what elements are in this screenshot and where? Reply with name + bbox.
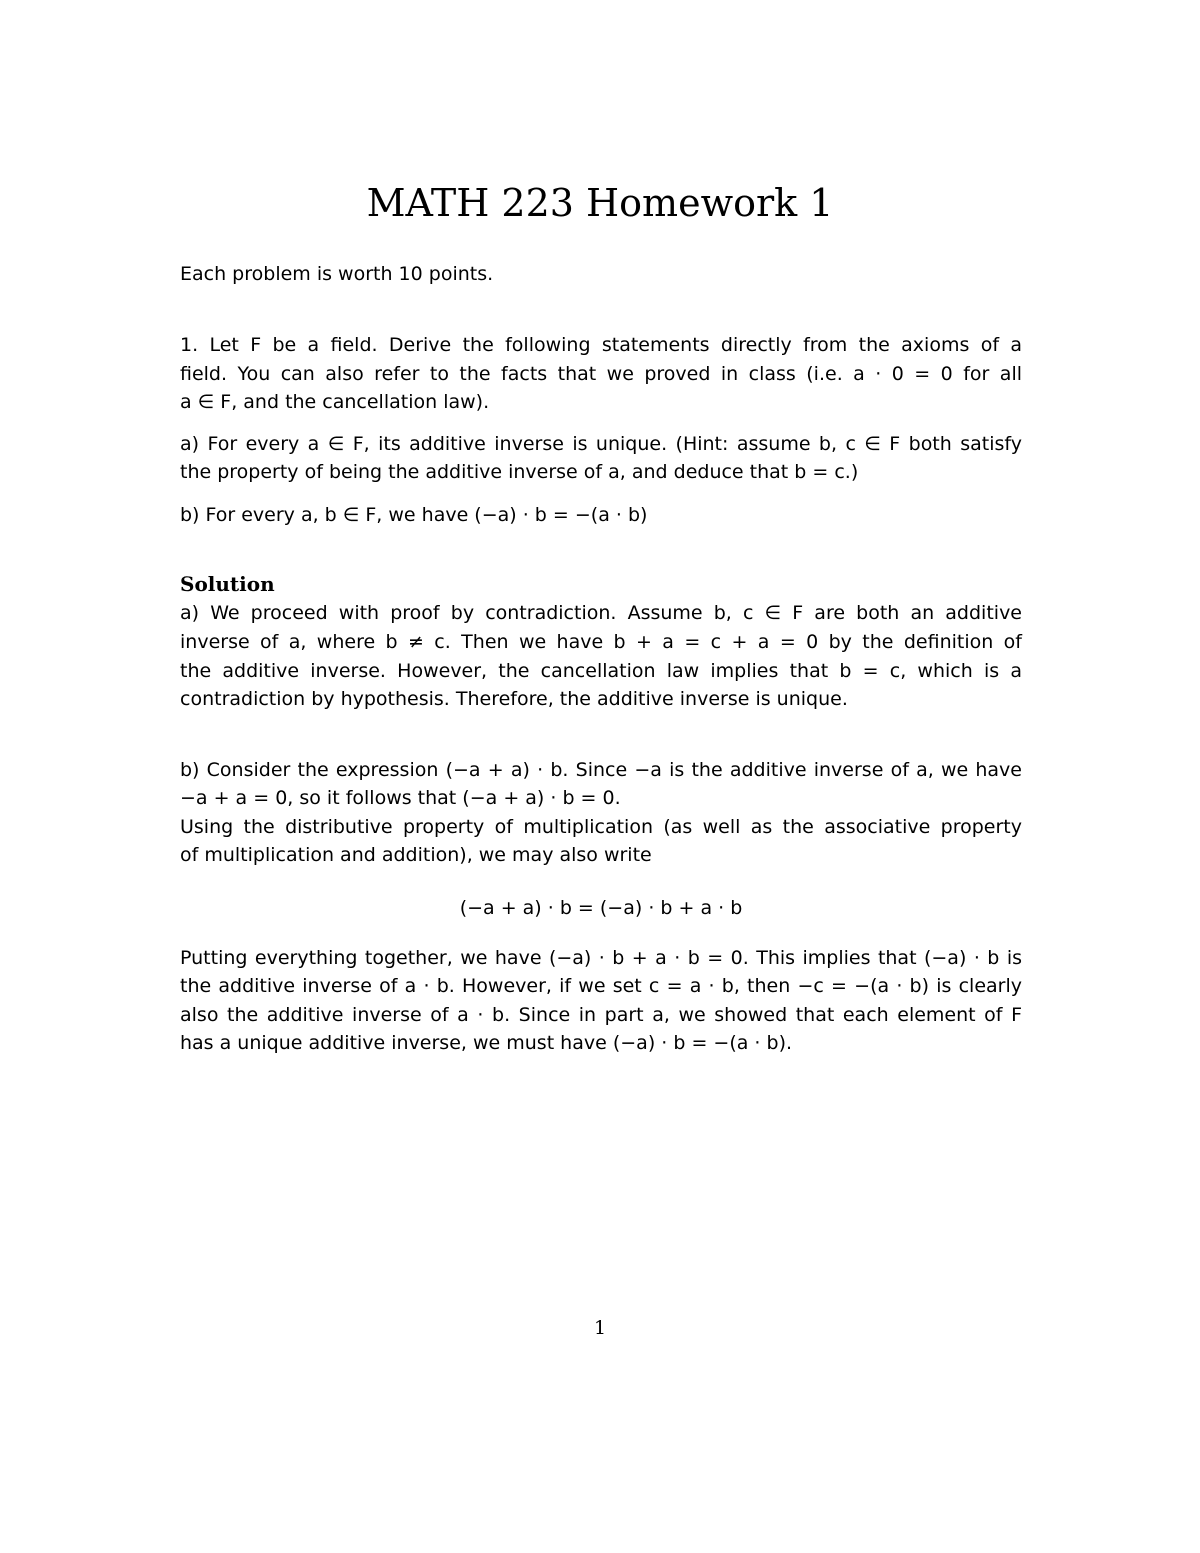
part-a-line: the property of being the additive inverse of a, and deduce that b = c.) xyxy=(180,461,859,483)
page-title: MATH 223 Homework 1 xyxy=(366,181,834,225)
intro-text: Each problem is worth 10 points. xyxy=(180,263,494,285)
solution-a-line: inverse of a, where b ≠ c. Then we have b + a = c + a = 0 by the definition of xyxy=(180,631,1022,653)
page-number: 1 xyxy=(593,1317,607,1339)
problem-line: field. You can also refer to the facts that we proved in class (i.e. a · 0 = 0 for all xyxy=(180,363,1022,385)
solution-a-line: the additive inverse. However, the cancellation law implies that b = c, which is a xyxy=(180,660,1022,682)
solution-b-line: −a + a = 0, so it follows that (−a + a) · b = 0. xyxy=(180,787,621,809)
problem-line: a ∈ F, and the cancellation law). xyxy=(180,391,490,413)
conclusion-line: also the additive inverse of a · b. Since in part a, we showed that each element of F xyxy=(180,1004,1022,1026)
conclusion-line: has a unique additive inverse, we must have (−a) · b = −(a · b). xyxy=(180,1032,793,1054)
part-b-statement: b) For every a, b ∈ F, we have (−a) · b = −(a · b) xyxy=(180,504,648,526)
conclusion-line: the additive inverse of a · b. However, if we set c = a · b, then −c = −(a · b) is clearly xyxy=(180,975,1022,997)
conclusion-line: Putting everything together, we have (−a) · b + a · b = 0. This implies that (−a) · b is xyxy=(180,947,1022,969)
part-a-line: a) For every a ∈ F, its additive inverse is unique. (Hint: assume b, c ∈ F both satisfy xyxy=(180,433,1022,455)
display-equation: (−a + a) · b = (−a) · b + a · b xyxy=(459,897,743,919)
solution-a-line: a) We proceed with proof by contradiction. Assume b, c ∈ F are both an additive xyxy=(180,602,1022,624)
solution-b-line: b) Consider the expression (−a + a) · b. Since −a is the additive inverse of a, we have xyxy=(180,759,1022,781)
solution-b-line: Using the distributive property of multiplication (as well as the associative property xyxy=(180,816,1022,838)
solution-a-line: contradiction by hypothesis. Therefore, the additive inverse is unique. xyxy=(180,688,848,710)
solution-b-line: of multiplication and addition), we may also write xyxy=(180,844,652,866)
problem-line: 1. Let F be a field. Derive the following statements directly from the axioms of a xyxy=(180,334,1022,356)
solution-heading: Solution xyxy=(180,572,275,596)
